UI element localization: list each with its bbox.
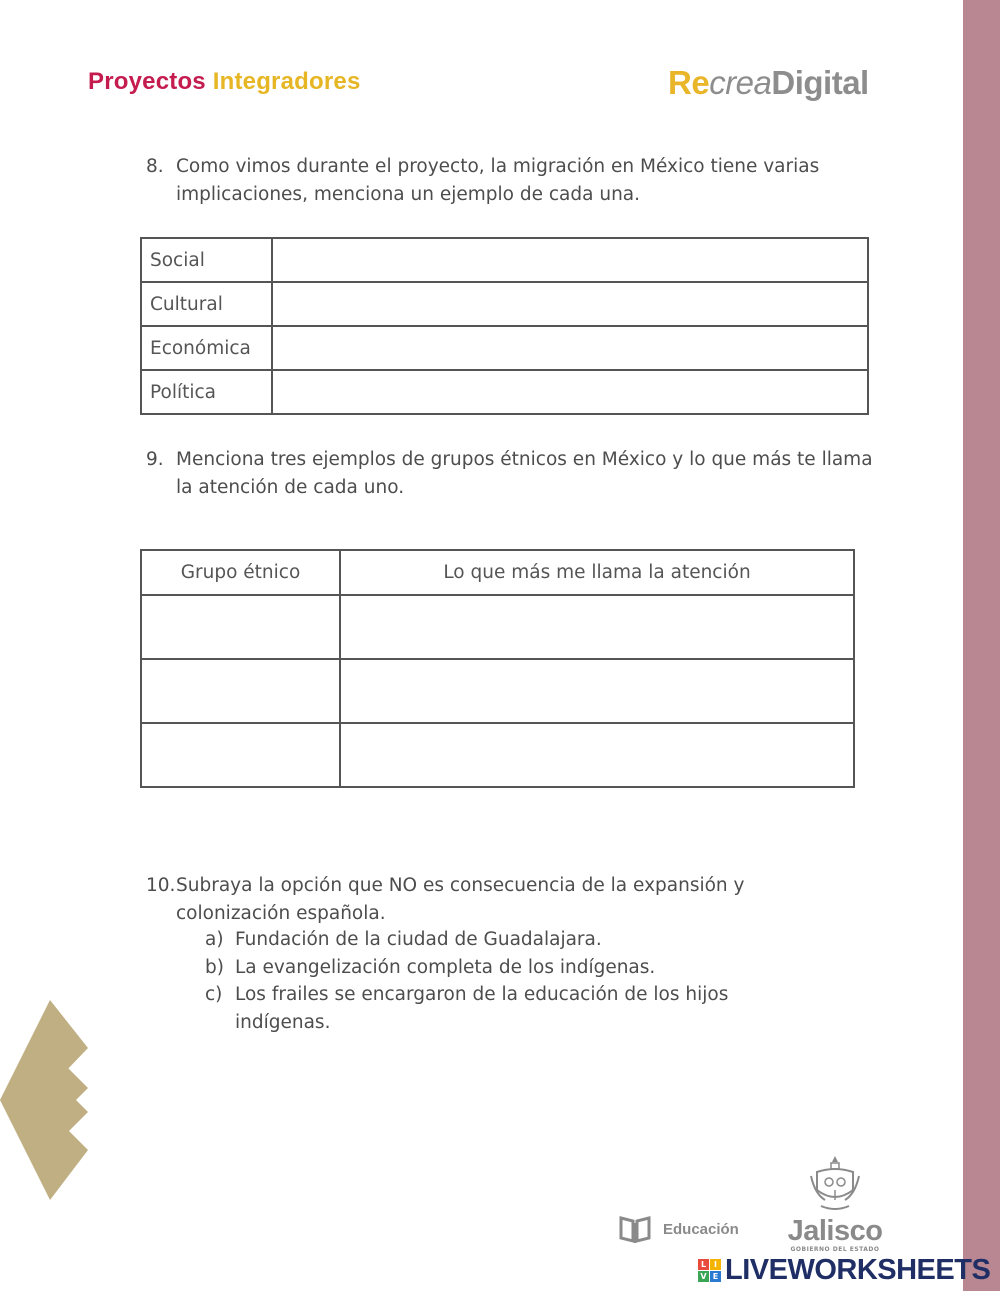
question-9 <box>146 446 886 501</box>
brand-digital: Digital <box>771 64 869 101</box>
option-a[interactable] <box>205 926 795 954</box>
lw-letter-l: L <box>698 1259 709 1270</box>
option-a-text[interactable]: Fundación de la ciudad de Guadalajara. <box>235 929 602 950</box>
table-row <box>141 326 868 370</box>
header-title-proyectos: Proyectos <box>88 68 206 95</box>
table-row <box>141 595 854 659</box>
page-header-title <box>88 68 361 96</box>
lw-letter-v: V <box>698 1271 709 1282</box>
question-9-text: Menciona tres ejemplos de grupos étnicos en México y lo que más te llama la atención de cada uno. <box>176 449 873 498</box>
liveworksheets-label: LIVEWORKSHEETS <box>725 1254 991 1286</box>
recrea-digital-logo <box>668 64 869 102</box>
header-title-integradores: Integradores <box>212 68 361 95</box>
lw-letter-i: I <box>710 1259 721 1270</box>
option-c[interactable] <box>205 981 795 1036</box>
table-header-row <box>141 550 854 595</box>
header-grupo-etnico: Grupo étnico <box>141 550 340 595</box>
question-8 <box>146 153 826 208</box>
answer-cell-politica[interactable] <box>272 370 868 414</box>
answer-cell-economica[interactable] <box>272 326 868 370</box>
question-10-text: Subraya la opción que NO es consecuencia de la expansión y colonización española. <box>176 875 745 924</box>
jalisco-label: Jalisco <box>787 1215 883 1247</box>
question-9-number: 9. <box>146 449 164 470</box>
atencion-cell-1[interactable] <box>340 595 854 659</box>
table-row <box>141 723 854 787</box>
option-b[interactable] <box>205 954 795 982</box>
question-8-text: Como vimos durante el proyecto, la migración en México tiene varias implicaciones, menciona un ejemplo de cada una. <box>176 156 820 205</box>
atencion-cell-2[interactable] <box>340 659 854 723</box>
liveworksheets-grid-icon <box>698 1259 721 1282</box>
lw-letter-e: E <box>710 1271 721 1282</box>
row-label-politica: Política <box>141 370 272 414</box>
jalisco-coat-of-arms-icon <box>807 1154 863 1212</box>
side-color-bar <box>963 0 1000 1291</box>
option-c-text[interactable]: Los frailes se encargaron de la educación de los hijos indígenas. <box>235 984 729 1033</box>
table-row <box>141 659 854 723</box>
brand-crea: crea <box>709 64 772 101</box>
jalisco-subtitle: GOBIERNO DEL ESTADO <box>790 1246 880 1253</box>
question-10-options <box>205 926 795 1036</box>
decorative-chevron-icon <box>0 1000 140 1200</box>
table-row <box>141 282 868 326</box>
option-b-text[interactable]: La evangelización completa de los indígenas. <box>235 956 656 978</box>
question-8-number: 8. <box>146 156 164 177</box>
open-book-icon <box>619 1214 651 1244</box>
option-a-letter: a) <box>205 929 224 950</box>
ethnic-groups-table <box>140 549 855 788</box>
jalisco-logo <box>783 1154 887 1253</box>
answer-cell-social[interactable] <box>272 238 868 282</box>
row-label-economica: Económica <box>141 326 272 370</box>
migration-implications-table <box>140 237 869 415</box>
answer-cell-cultural[interactable] <box>272 282 868 326</box>
option-c-letter: c) <box>205 984 223 1005</box>
question-10-number: 10. <box>146 875 176 896</box>
educacion-logo <box>619 1214 739 1244</box>
table-row <box>141 238 868 282</box>
grupo-cell-3[interactable] <box>141 723 340 787</box>
row-label-cultural: Cultural <box>141 282 272 326</box>
table-row <box>141 370 868 414</box>
brand-re: Re <box>668 64 710 101</box>
row-label-social: Social <box>141 238 272 282</box>
atencion-cell-3[interactable] <box>340 723 854 787</box>
liveworksheets-logo <box>698 1254 990 1287</box>
option-b-letter: b) <box>205 956 224 978</box>
grupo-cell-2[interactable] <box>141 659 340 723</box>
educacion-label: Educación <box>663 1220 739 1238</box>
header-lo-que-mas: Lo que más me llama la atención <box>340 550 854 595</box>
grupo-cell-1[interactable] <box>141 595 340 659</box>
question-10 <box>146 872 826 927</box>
